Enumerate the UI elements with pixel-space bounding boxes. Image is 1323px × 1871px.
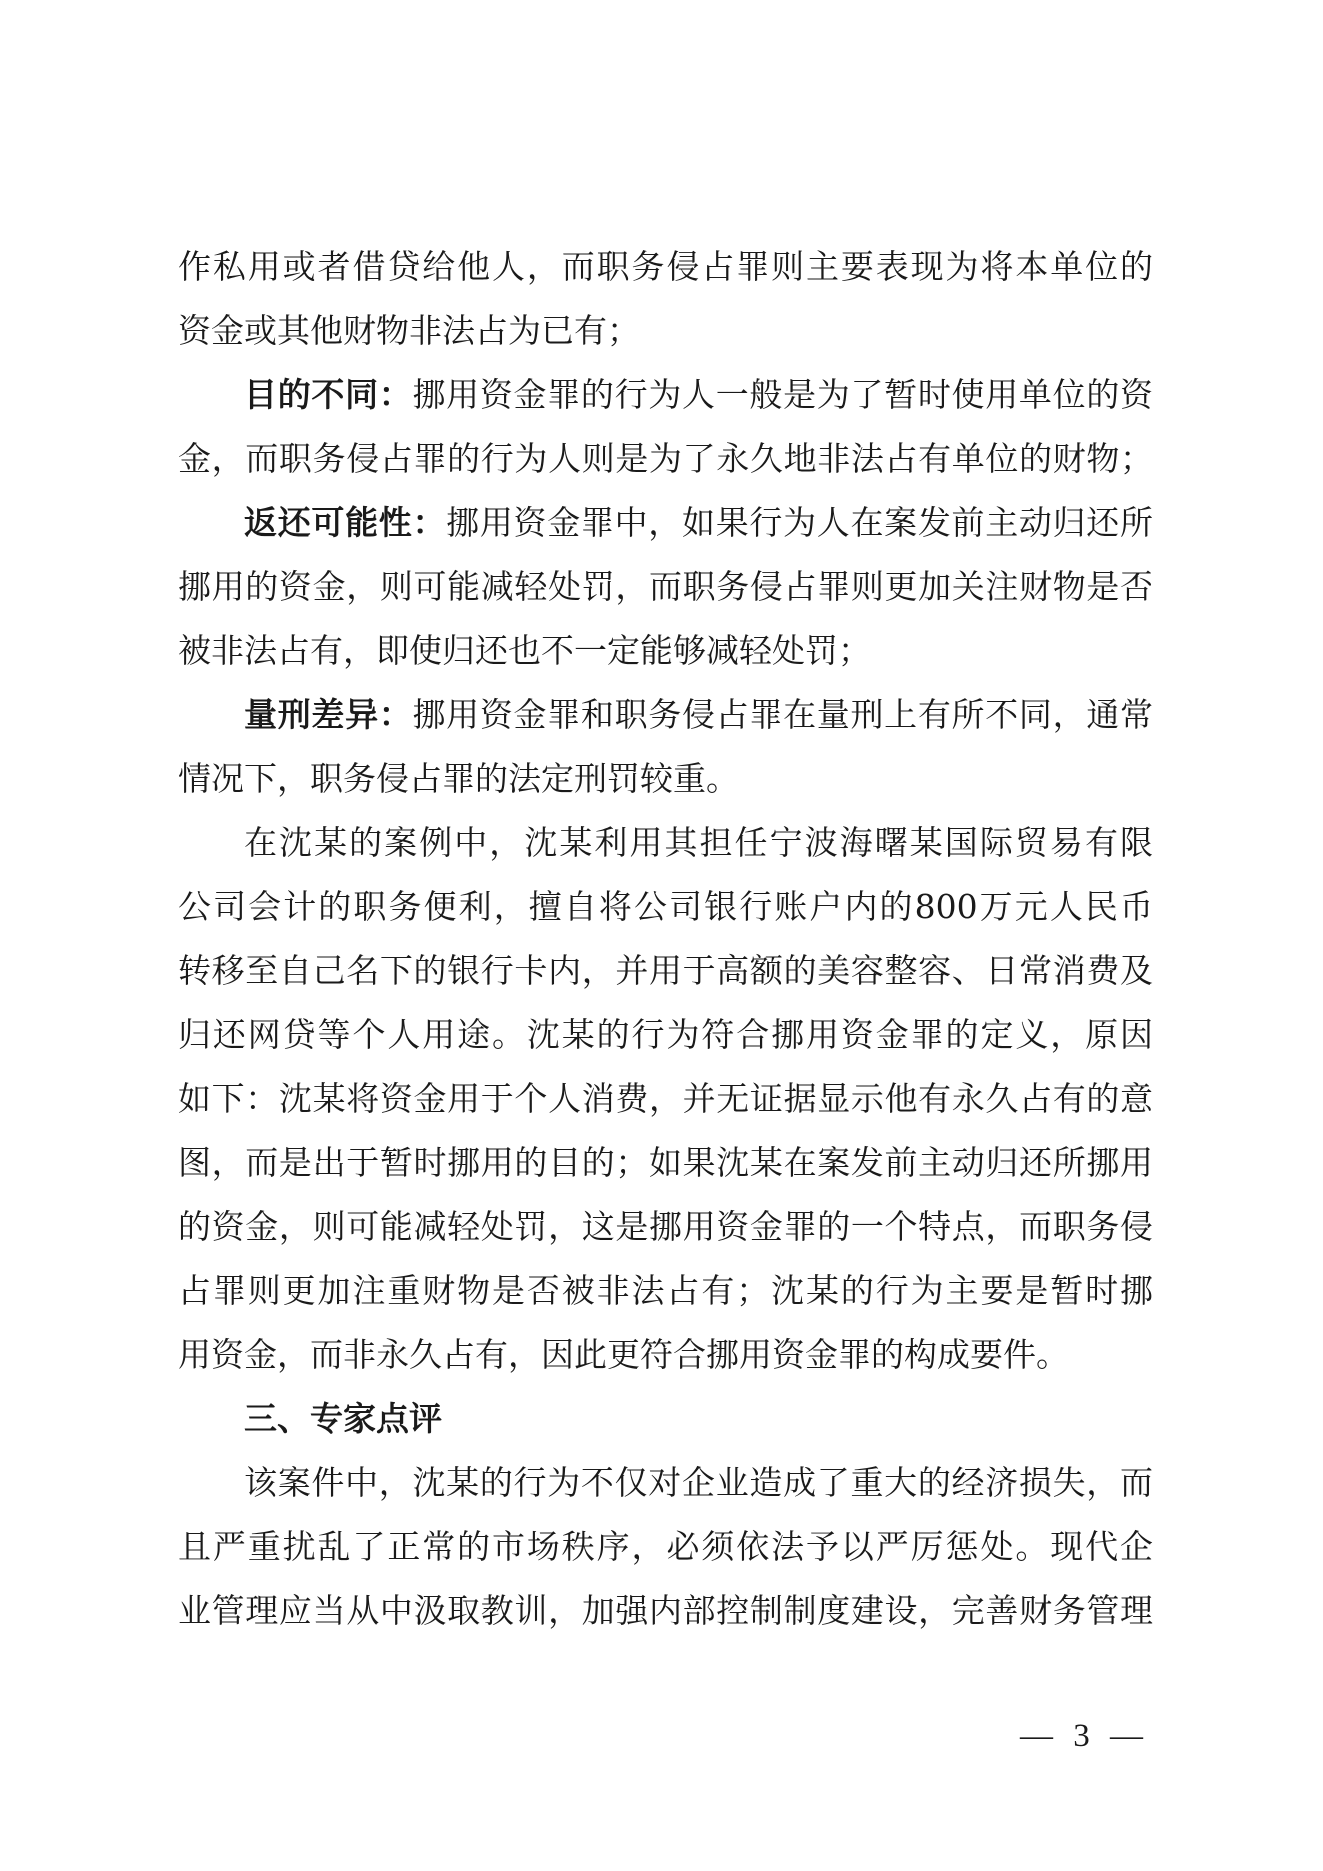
review-paragraph-line: 该案件中，沈某的行为不仅对企业造成了重大的经济损失，而 bbox=[244, 1463, 1153, 1502]
review-paragraph-line: 业管理应当从中汲取教训，加强内部控制制度建设，完善财务管理 bbox=[178, 1591, 1153, 1630]
point-text: 挪用资金罪中，如果行为人在案发前主动归还所 bbox=[446, 503, 1153, 542]
case-paragraph-line: 归还网贷等个人用途。沈某的行为符合挪用资金罪的定义，原因 bbox=[178, 1015, 1153, 1054]
text-line: 挪用的资金，则可能减轻处罚，而职务侵占罪则更加关注财物是否 bbox=[178, 567, 1153, 606]
point-text: 挪用资金罪的行为人一般是为了暂时使用单位的资 bbox=[412, 375, 1153, 414]
point-text: 挪用资金罪和职务侵占罪在量刑上有所不同，通常 bbox=[412, 695, 1153, 734]
case-paragraph-line: 转移至自己名下的银行卡内，并用于高额的美容整容、日常消费及 bbox=[178, 951, 1153, 990]
review-paragraph-line: 且严重扰乱了正常的市场秩序，必须依法予以严厉惩处。现代企 bbox=[178, 1527, 1153, 1566]
case-paragraph-line: 图，而是出于暂时挪用的目的；如果沈某在案发前主动归还所挪用 bbox=[178, 1143, 1153, 1182]
section-heading: 三、专家点评 bbox=[244, 1399, 442, 1438]
text-line: 情况下，职务侵占罪的法定刑罚较重。 bbox=[178, 759, 739, 798]
point-sentencing bbox=[178, 683, 1153, 747]
point-return bbox=[178, 491, 1153, 555]
page-number: — 3 — bbox=[1020, 1718, 1149, 1754]
case-paragraph-line: 用资金，而非永久占有，因此更符合挪用资金罪的构成要件。 bbox=[178, 1335, 1069, 1374]
point-label: 目的不同： bbox=[244, 375, 413, 414]
point-label: 量刑差异： bbox=[244, 695, 413, 734]
document-body bbox=[178, 235, 1153, 1643]
case-paragraph-line: 在沈某的案例中，沈某利用其担任宁波海曙某国际贸易有限 bbox=[244, 823, 1153, 862]
text-line: 资金或其他财物非法占为已有； bbox=[178, 311, 640, 350]
text-line: 金，而职务侵占罪的行为人则是为了永久地非法占有单位的财物； bbox=[178, 439, 1153, 478]
case-paragraph-line: 占罪则更加注重财物是否被非法占有；沈某的行为主要是暂时挪 bbox=[178, 1271, 1153, 1310]
point-purpose bbox=[178, 363, 1153, 427]
point-label: 返还可能性： bbox=[244, 503, 447, 542]
case-paragraph-line: 如下：沈某将资金用于个人消费，并无证据显示他有永久占有的意 bbox=[178, 1079, 1153, 1118]
case-paragraph-line: 公司会计的职务便利，擅自将公司银行账户内的800万元人民币 bbox=[178, 887, 1153, 926]
case-paragraph-line: 的资金，则可能减轻处罚，这是挪用资金罪的一个特点，而职务侵 bbox=[178, 1207, 1153, 1246]
text-line: 被非法占有，即使归还也不一定能够减轻处罚； bbox=[178, 631, 871, 670]
text-line: 作私用或者借贷给他人，而职务侵占罪则主要表现为将本单位的 bbox=[178, 247, 1153, 286]
